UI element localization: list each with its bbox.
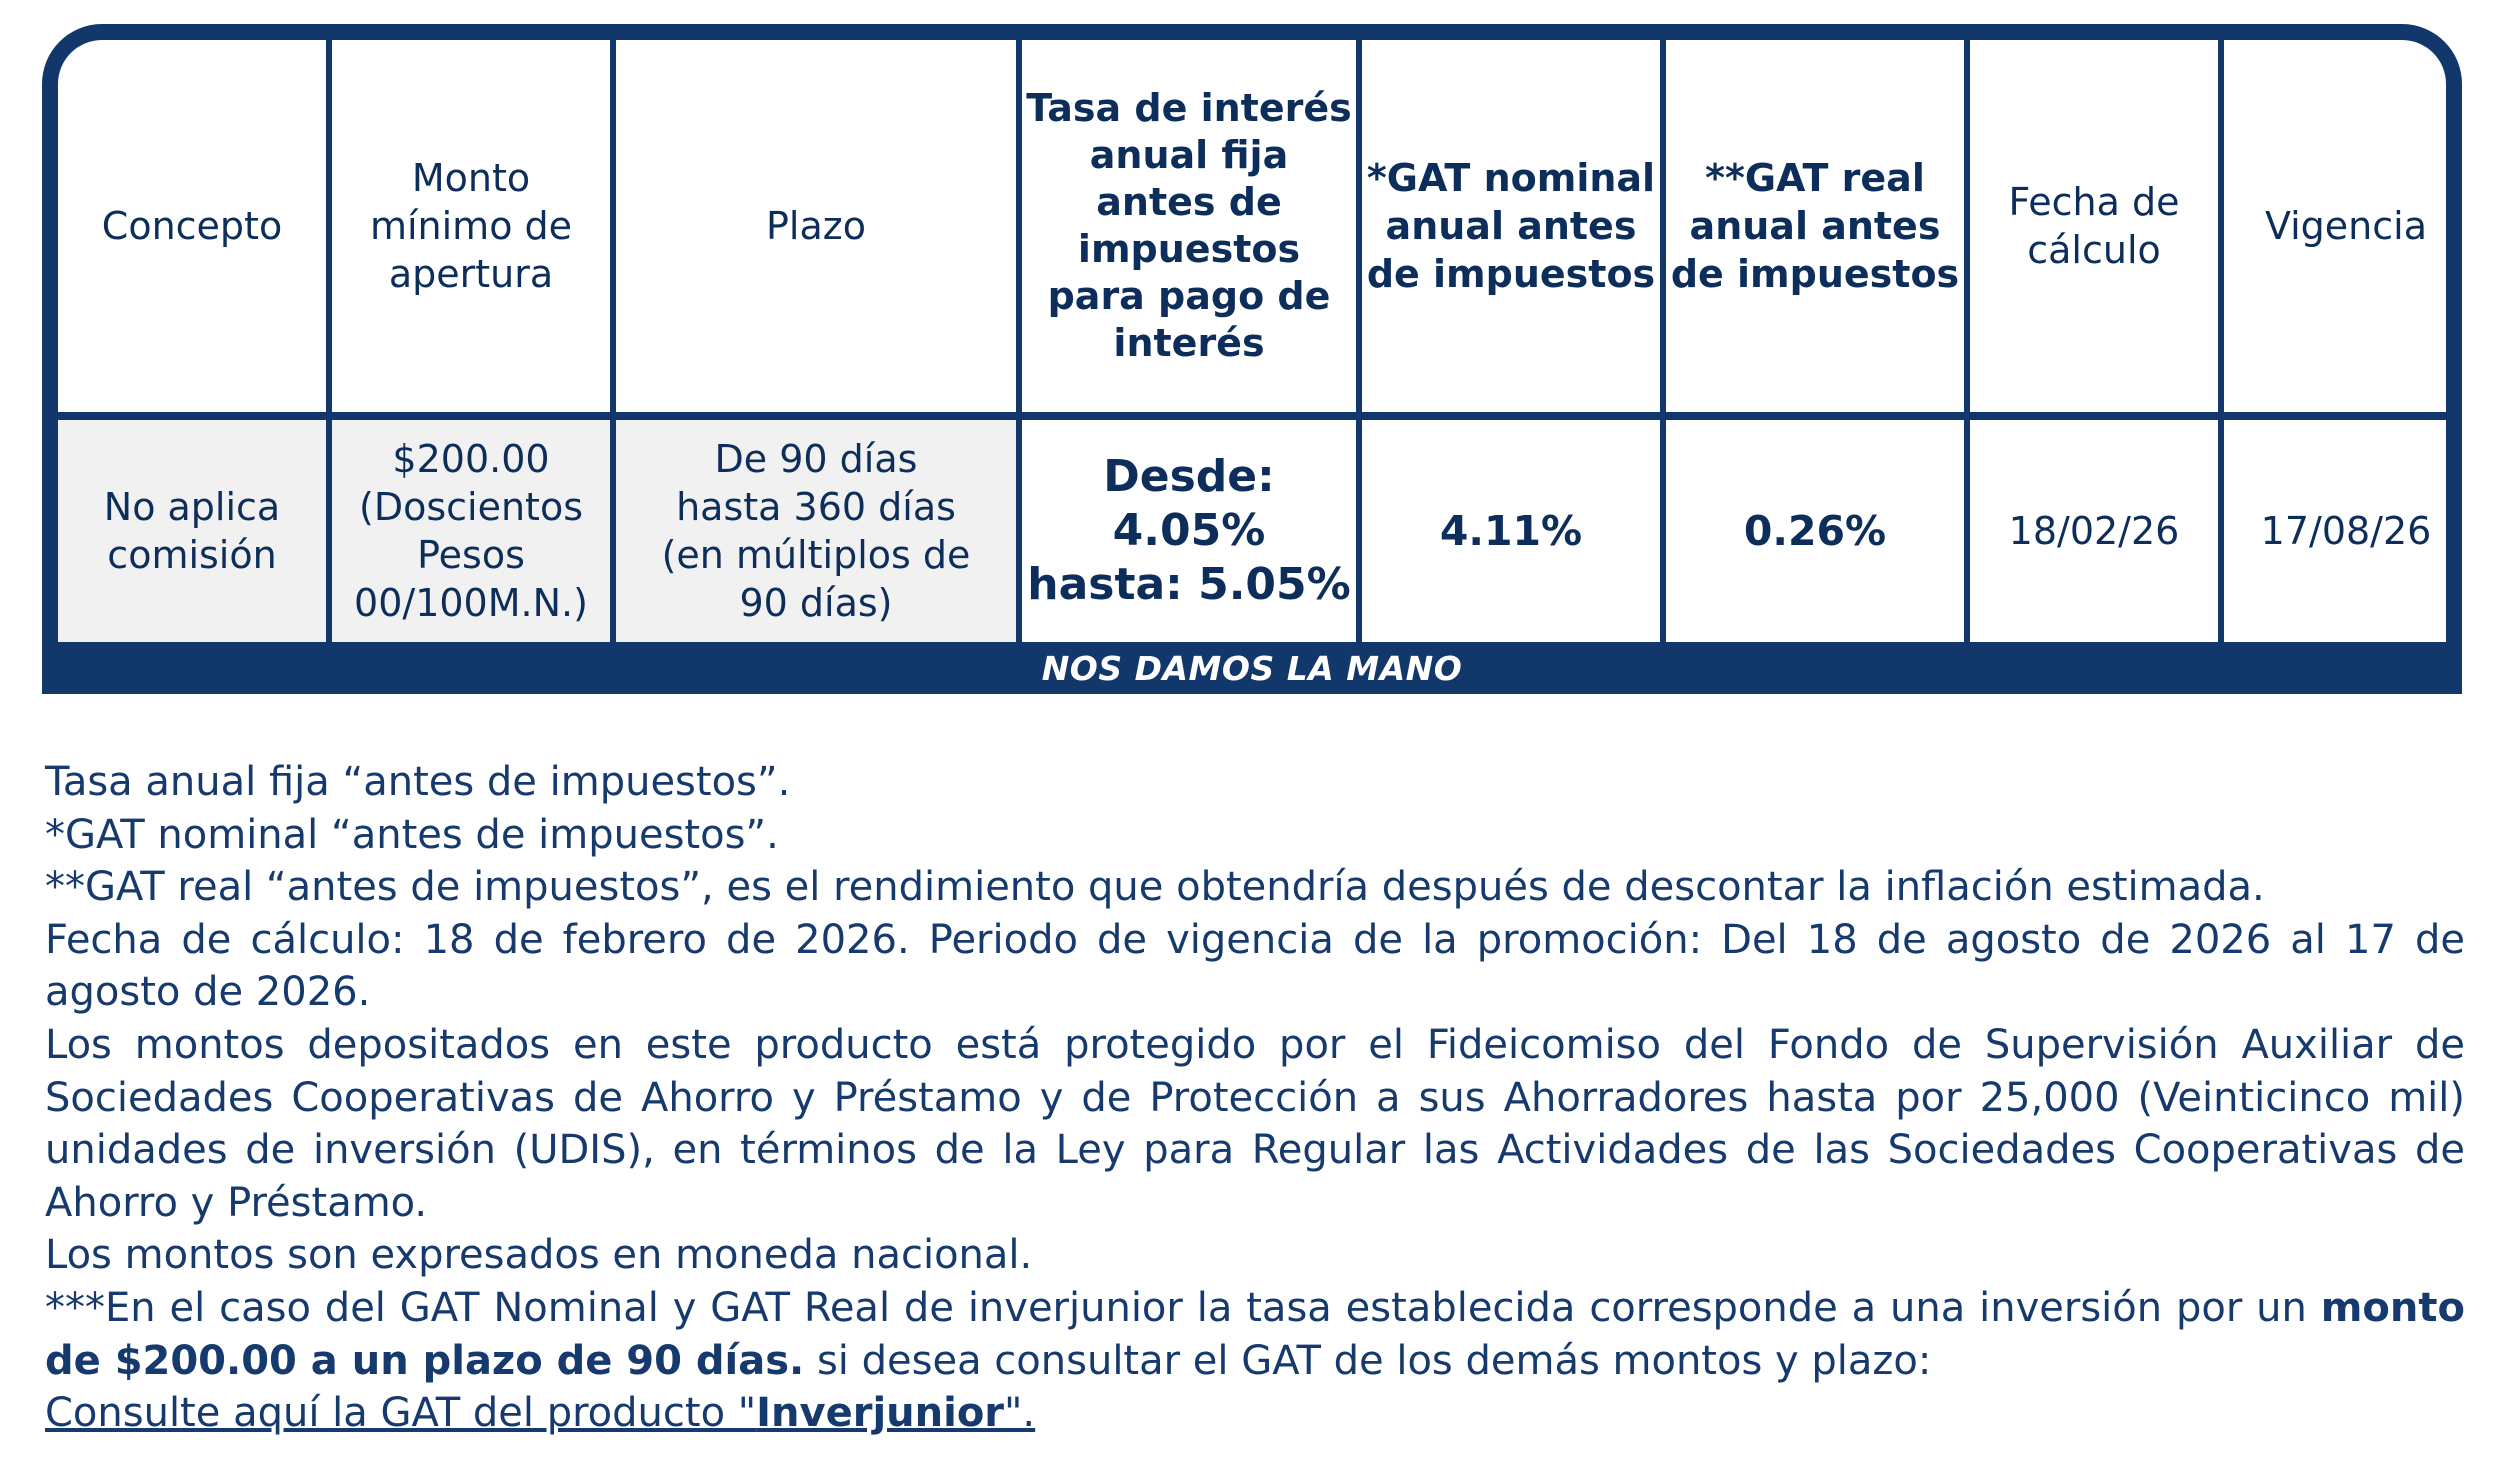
header-plazo-label: Plazo <box>766 204 866 248</box>
header-monto-label: Monto mínimo de apertura <box>369 156 573 296</box>
note-moneda: Los montos son expresados en moneda nacional. <box>45 1232 1033 1279</box>
header-gat-real <box>1666 40 1964 412</box>
header-gat-real-label: **GAT real anual antes de impuestos <box>1670 156 1960 296</box>
header-vigencia-label: Vigencia <box>2264 204 2428 248</box>
cell-monto <box>332 420 610 642</box>
gat-link-line <box>45 1387 2465 1440</box>
cell-gat-nominal <box>1362 420 1660 642</box>
cell-vigencia <box>2224 420 2446 642</box>
footnotes <box>45 756 2465 1440</box>
header-tasa <box>1022 40 1356 412</box>
note-gat-real: **GAT real “antes de impuestos”, es el rendimiento que obtendría después de descontar la inflación estimada. <box>45 864 2265 911</box>
note-gat-nominal: *GAT nominal “antes de impuestos”. <box>45 811 779 858</box>
gat-link-bold: Inverjunior <box>756 1390 1005 1437</box>
note-inverjunior <box>45 1282 2465 1387</box>
cell-fecha-value: 18/02/26 <box>2008 509 2180 553</box>
note-inverjunior-end: si desea consultar el GAT de los demás montos y plazo: <box>804 1337 1932 1384</box>
cell-fecha <box>1970 420 2218 642</box>
cell-monto-value: $200.00 (Doscientos Pesos 00/100M.N.) <box>354 437 588 625</box>
note-proteccion: Los montos depositados en este producto está protegido por el Fideicomiso del Fondo de Supervisión Auxiliar de Sociedades Cooperativas de Ahorro y Préstamo y de Protección a sus Ahorradores hasta por 25,000 (Veinticinco mil) unidades de inversión (UDIS), en términos de la Ley para Regular las Actividades de las Sociedades Cooperativas de Ahorro y Préstamo. <box>45 1021 2465 1226</box>
note-tasa: Tasa anual fija “antes de impuestos”. <box>45 759 791 805</box>
header-fecha <box>1970 40 2218 412</box>
gat-product-link[interactable] <box>45 1390 1035 1436</box>
header-monto <box>332 40 610 412</box>
header-tasa-label: Tasa de interés anual fija antes de impuestos para pago de interés <box>1026 86 1352 365</box>
header-plazo <box>616 40 1016 412</box>
cell-vigencia-value: 17/08/26 <box>2260 509 2432 553</box>
cell-gat-real <box>1666 420 1964 642</box>
header-vigencia <box>2224 40 2446 412</box>
header-concepto <box>58 40 326 412</box>
cell-tasa <box>1022 420 1356 642</box>
table-footer-slogan: NOS DAMOS LA MANO <box>1041 648 1463 688</box>
rates-table-grid <box>58 40 2446 642</box>
gat-link-end: ". <box>1004 1390 1036 1437</box>
header-concepto-label: Concepto <box>101 204 283 248</box>
note-inverjunior-start: ***En el caso del GAT Nominal y GAT Real de inverjunior la tasa establecida corresponde a una inversión por un <box>45 1284 2321 1331</box>
note-fecha-vigencia: Fecha de cálculo: 18 de febrero de 2026. Periodo de vigencia de la promoción: Del 18 de agosto de 2026 al 17 de agosto de 2026. <box>45 916 2465 1016</box>
cell-tasa-hasta: hasta: 5.05% <box>1027 559 1351 610</box>
cell-tasa-desde: Desde: 4.05% <box>1103 451 1275 556</box>
rates-table <box>42 24 2462 694</box>
cell-plazo <box>616 420 1016 642</box>
header-gat-nominal <box>1362 40 1660 412</box>
note-inverjunior-bold: monto de $200.00 a un plazo de 90 días. <box>45 1284 2465 1384</box>
header-fecha-label: Fecha de cálculo <box>2008 180 2180 272</box>
cell-gat-nominal-value: 4.11% <box>1439 507 1583 555</box>
cell-gat-real-value: 0.26% <box>1743 507 1887 555</box>
gat-link-start: Consulte aquí la GAT del producto " <box>45 1390 757 1437</box>
cell-concepto <box>58 420 326 642</box>
cell-plazo-value: De 90 días hasta 360 días (en múltiplos de 90 días) <box>661 437 971 625</box>
header-gat-nominal-label: *GAT nominal anual antes de impuestos <box>1366 156 1656 296</box>
cell-concepto-value: No aplica comisión <box>103 485 281 577</box>
